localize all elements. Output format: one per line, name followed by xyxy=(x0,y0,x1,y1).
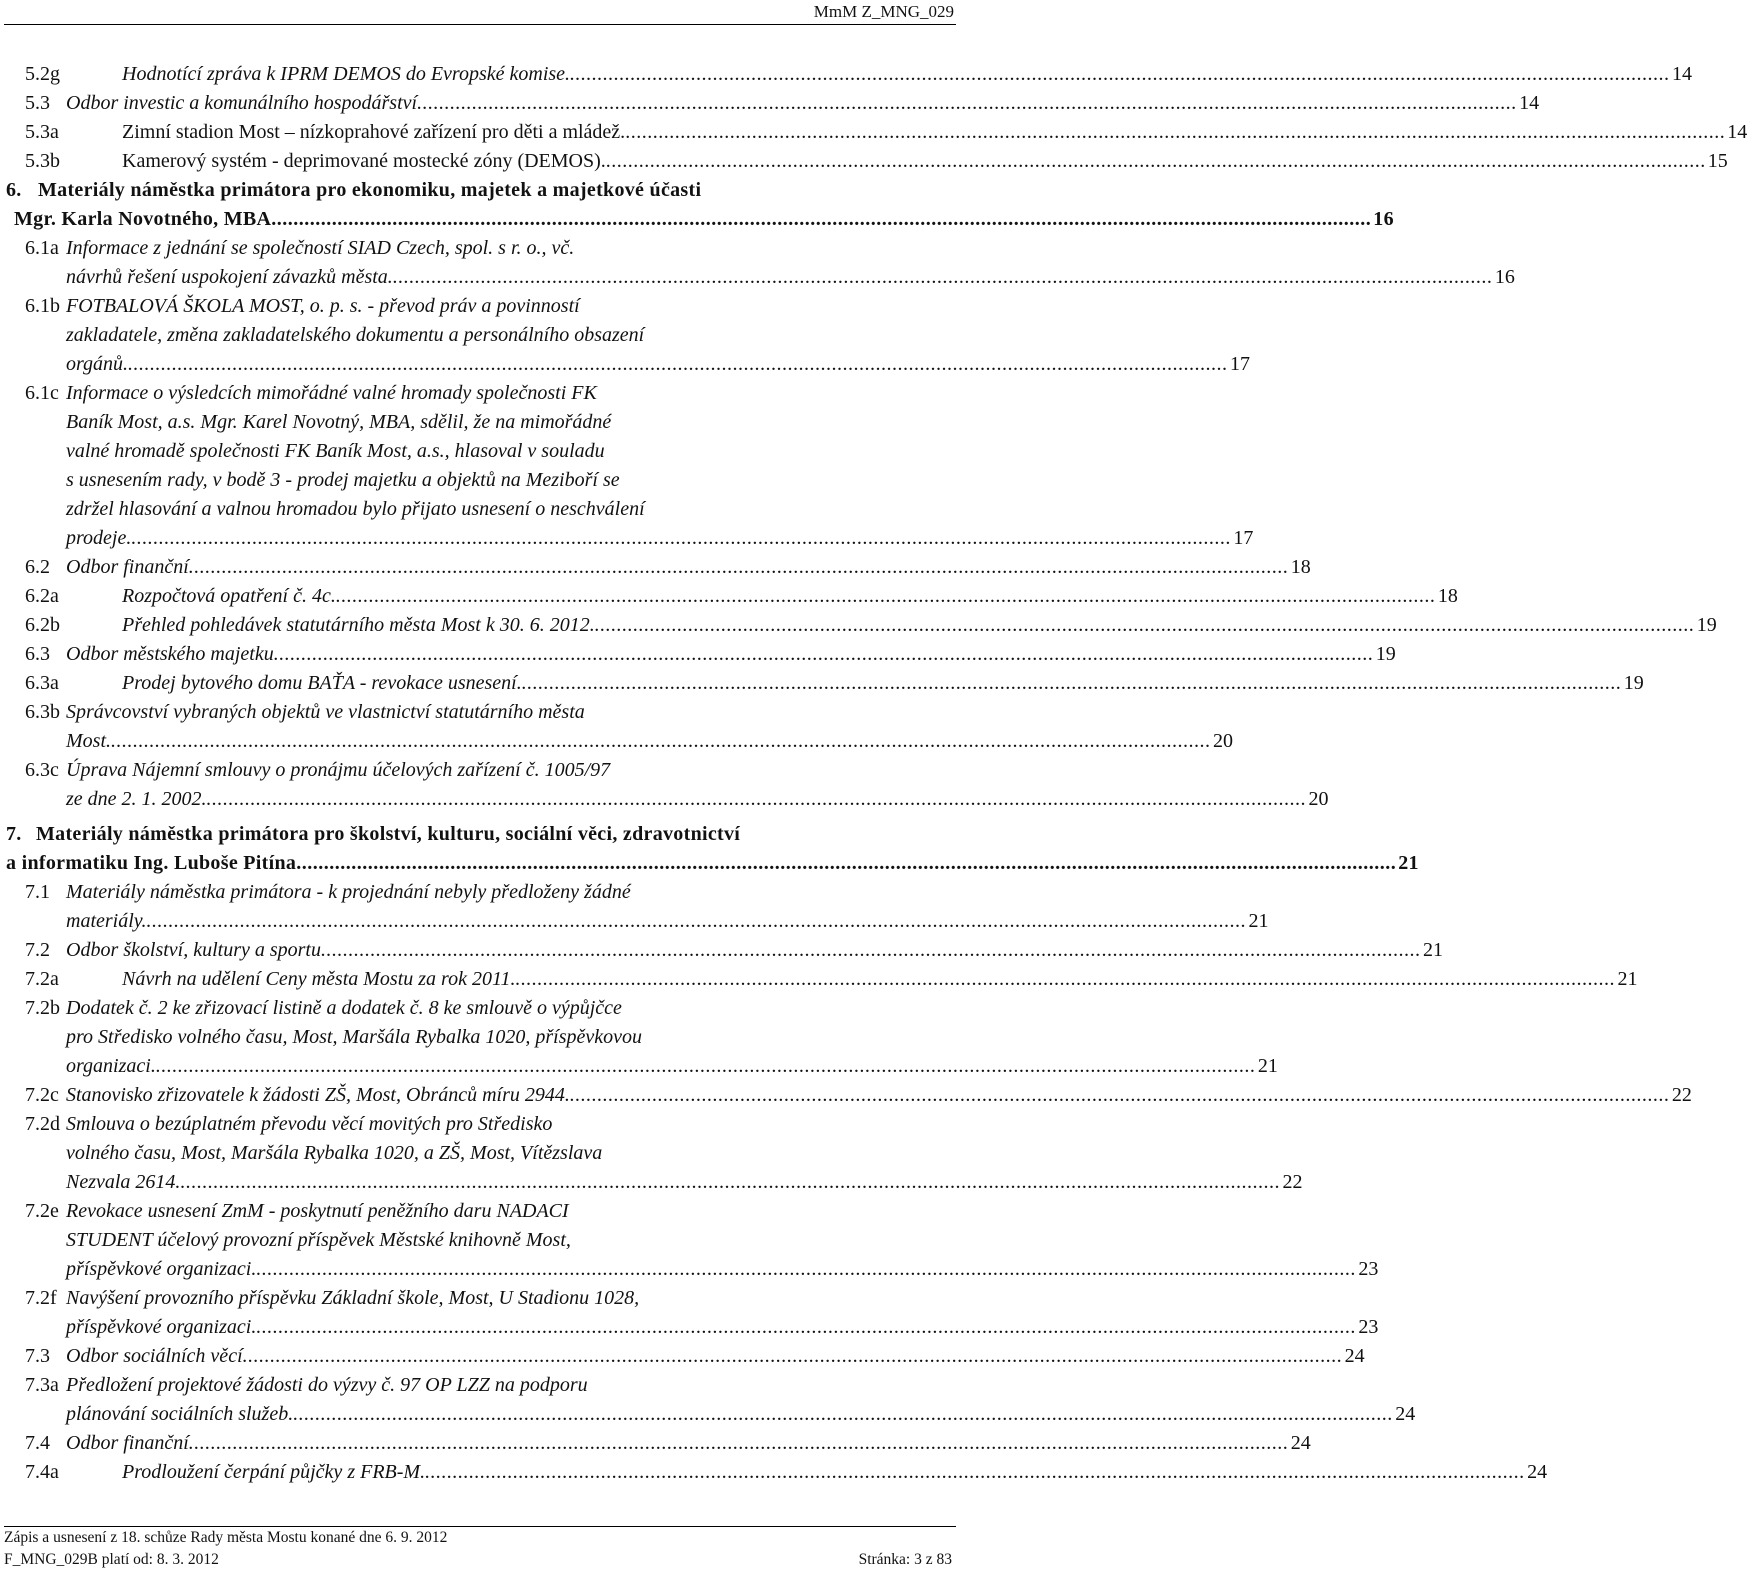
toc-leader-dots: ........................................................................................................................................................................................................ xyxy=(111,730,1211,752)
toc-number: 5.3a xyxy=(25,121,59,143)
toc-leader-dots: ........................................................................................................................................................................................................ xyxy=(293,1403,1394,1425)
toc-entry-text: STUDENT účelový provozní příspěvek Městské knihovně Most, xyxy=(66,1229,571,1251)
toc-leader-dots: ........................................................................................................................................................................................................ xyxy=(206,788,1307,810)
toc-entry-text: příspěvkové organizaci. xyxy=(66,1316,257,1338)
toc-entry[interactable] xyxy=(0,1458,1548,1487)
toc-leader-dots: ........................................................................................................................................................................................................ xyxy=(271,208,1372,230)
toc-leader-dots: ........................................................................................................................................................................................................ xyxy=(128,353,1229,375)
toc-page-number: 23 xyxy=(1358,1258,1379,1280)
toc-entry-text: Dodatek č. 2 ke zřizovací listině a dodatek č. 8 ke smlouvě o výpůjčce xyxy=(66,997,622,1019)
toc-leader-dots: ........................................................................................................................................................................................................ xyxy=(321,939,1421,961)
toc-leader-dots: ........................................................................................................................................................................................................ xyxy=(180,1171,1281,1193)
toc-leader-dots: ........................................................................................................................................................................................................ xyxy=(569,1084,1670,1106)
toc-entry-text: s usnesením rady, v bodě 3 - prodej majetku a objektů na Meziboří se xyxy=(66,469,620,491)
toc-page-number: 18 xyxy=(1437,585,1458,607)
toc-entry[interactable] xyxy=(0,1110,1303,1197)
toc-page-number: 16 xyxy=(1494,266,1515,288)
toc-number: 5.3b xyxy=(25,150,60,172)
toc-number: 7.2e xyxy=(25,1200,59,1222)
toc-page-number: 21 xyxy=(1257,1055,1278,1077)
toc-leader-dots: ........................................................................................................................................................................................................ xyxy=(242,1345,1343,1367)
toc-page-number: 24 xyxy=(1395,1403,1416,1425)
toc-entry-text: Zimní stadion Most – nízkoprahové zařízení pro děti a mládež. xyxy=(122,121,626,143)
toc-leader-dots: ........................................................................................................................................................................................................ xyxy=(594,614,1695,636)
toc-entry-text: Prodloužení čerpání půjčky z FRB-M. xyxy=(122,1461,426,1483)
toc-entry[interactable] xyxy=(0,756,1329,814)
toc-entry-text: zakladatele, změna zakladatelského dokumentu a personálního obsazení xyxy=(66,324,645,346)
toc-number: 6. xyxy=(6,179,22,201)
toc-page-number: 20 xyxy=(1213,730,1233,752)
toc-page-number: 19 xyxy=(1623,672,1644,694)
footer-meeting-title: Zápis a usnesení z 18. schůze Rady města Mostu konané dne 6. 9. 2012 xyxy=(4,1529,448,1546)
toc-entry-text: Nezvala 2614. xyxy=(66,1171,181,1193)
toc-number: 6.2 xyxy=(25,556,50,578)
toc-page-number: 14 xyxy=(1727,121,1747,143)
toc-leader-dots: ........................................................................................................................................................................................................ xyxy=(146,910,1247,932)
toc-leader-dots: ........................................................................................................................................................................................................ xyxy=(417,92,1518,114)
toc-entry-text: Odbor městského majetku xyxy=(66,643,274,665)
toc-page-number: 16 xyxy=(1373,208,1394,230)
toc-entry-text: Úprava Nájemní smlouvy o pronájmu účelových zařízení č. 1005/97 xyxy=(66,759,611,781)
toc-entry-text: Stanovisko zřizovatele k žádosti ZŠ, Most, Obránců míru 2944. xyxy=(66,1084,570,1106)
toc-number: 6.2a xyxy=(25,585,59,607)
toc-entry[interactable] xyxy=(0,582,1458,611)
toc-entry-text: Mgr. Karla Novotného, MBA xyxy=(14,208,272,230)
toc-entry[interactable] xyxy=(0,176,1394,234)
toc-leader-dots: ........................................................................................................................................................................................................ xyxy=(605,150,1706,172)
toc-entry[interactable] xyxy=(0,965,1638,994)
toc-entry[interactable] xyxy=(0,1371,1416,1429)
toc-entry[interactable] xyxy=(0,1081,1692,1110)
toc-entry[interactable] xyxy=(0,698,1233,756)
toc-entry-text: Informace z jednání se společností SIAD Czech, spol. s r. o., vč. xyxy=(66,237,575,259)
toc-entry[interactable] xyxy=(0,147,1728,176)
toc-leader-dots: ........................................................................................................................................................................................................ xyxy=(515,968,1616,990)
toc-entry[interactable] xyxy=(0,820,1419,878)
toc-leader-dots: ........................................................................................................................................................................................................ xyxy=(521,672,1622,694)
toc-entry-text: Materiály náměstka primátora - k projednání nebyly předloženy žádné xyxy=(66,881,631,903)
table-of-contents xyxy=(0,60,1747,1487)
toc-entry[interactable] xyxy=(0,89,1540,118)
toc-page-number: 22 xyxy=(1282,1171,1303,1193)
toc-entry-text: Odbor sociálních věcí xyxy=(66,1345,243,1367)
footer-document-ref: F_MNG_029B platí od: 8. 3. 2012 xyxy=(4,1551,219,1568)
toc-number: 7.2d xyxy=(25,1113,60,1135)
toc-entry[interactable] xyxy=(0,1429,1311,1458)
toc-number: 6.1c xyxy=(25,382,59,404)
toc-page-number: 14 xyxy=(1519,92,1540,114)
toc-entry-text: Návrh na udělení Ceny města Mostu za rok 2011. xyxy=(122,968,516,990)
toc-entry[interactable] xyxy=(0,640,1396,669)
toc-entry-text: Odbor investic a komunálního hospodářství xyxy=(66,92,418,114)
toc-number: 7.4a xyxy=(25,1461,59,1483)
header-rule xyxy=(4,24,956,25)
toc-entry-text: materiály. xyxy=(66,910,147,932)
toc-entry[interactable] xyxy=(0,1284,1379,1342)
toc-leader-dots: ........................................................................................................................................................................................................ xyxy=(273,643,1374,665)
toc-number: 6.1a xyxy=(25,237,59,259)
toc-page-number: 21 xyxy=(1248,910,1269,932)
toc-entry-text: Baník Most, a.s. Mgr. Karel Novotný, MBA, sdělil, že na mimořádné xyxy=(66,411,612,433)
toc-entry-text: Informace o výsledcích mimořádné valné hromady společnosti FK xyxy=(66,382,597,404)
toc-entry-text: volného času, Most, Maršála Rybalka 1020, a ZŠ, Most, Vítězslava xyxy=(66,1142,603,1164)
toc-entry-text: Navýšení provozního příspěvku Základní škole, Most, U Stadionu 1028, xyxy=(66,1287,640,1309)
toc-leader-dots: ........................................................................................................................................................................................................ xyxy=(155,1055,1256,1077)
toc-entry-text: FOTBALOVÁ ŠKOLA MOST, o. p. s. - převod práv a povinností xyxy=(66,295,580,317)
toc-leader-dots: ........................................................................................................................................................................................................ xyxy=(335,585,1436,607)
toc-number: 7.2b xyxy=(25,997,60,1019)
toc-page-number: 21 xyxy=(1423,939,1443,961)
toc-entry[interactable] xyxy=(0,118,1747,147)
toc-entry-text: Přehled pohledávek statutárního města Most k 30. 6. 2012. xyxy=(122,614,595,636)
toc-entry[interactable] xyxy=(0,60,1693,89)
toc-entry-text: Rozpočtová opatření č. 4c. xyxy=(122,585,336,607)
toc-number: 7.2c xyxy=(25,1084,59,1106)
toc-leader-dots: ........................................................................................................................................................................................................ xyxy=(131,527,1232,549)
toc-number: 6.3c xyxy=(25,759,59,781)
toc-page-number: 18 xyxy=(1290,556,1311,578)
toc-page-number: 21 xyxy=(1617,968,1638,990)
toc-entry-text: Odbor finanční xyxy=(66,556,189,578)
toc-number: 6.2b xyxy=(25,614,60,636)
toc-leader-dots: ........................................................................................................................................................................................................ xyxy=(188,556,1289,578)
toc-page-number: 14 xyxy=(1672,63,1693,85)
toc-entry[interactable] xyxy=(0,292,1251,379)
toc-number: 7.2a xyxy=(25,968,59,990)
toc-page-number: 19 xyxy=(1375,643,1396,665)
toc-entry[interactable] xyxy=(0,669,1644,698)
footer-meta xyxy=(4,1551,952,1569)
toc-entry-text: Odbor finanční xyxy=(66,1432,189,1454)
toc-entry-text: plánování sociálních služeb. xyxy=(66,1403,294,1425)
toc-entry[interactable] xyxy=(0,234,1515,292)
toc-number: 7.2f xyxy=(25,1287,57,1309)
toc-leader-dots: ........................................................................................................................................................................................................ xyxy=(296,852,1397,874)
toc-entry-text: Revokace usnesení ZmM - poskytnutí peněžního daru NADACI xyxy=(66,1200,569,1222)
toc-number: 6.3 xyxy=(25,643,50,665)
toc-entry[interactable] xyxy=(0,1197,1379,1284)
toc-entry-text: orgánů. xyxy=(66,353,129,375)
footer-page-number: Stránka: 3 z 83 xyxy=(858,1551,952,1568)
toc-page-number: 17 xyxy=(1233,527,1254,549)
toc-page-number: 24 xyxy=(1290,1432,1311,1454)
toc-entry-text: Předložení projektové žádosti do výzvy č. 97 OP LZZ na podporu xyxy=(66,1374,588,1396)
toc-entry[interactable] xyxy=(0,611,1717,640)
toc-number: 5.2g xyxy=(25,63,60,85)
footer-rule xyxy=(4,1526,956,1527)
toc-entry[interactable] xyxy=(0,994,1278,1081)
toc-entry-text: ze dne 2. 1. 2002. xyxy=(66,788,207,810)
toc-number: 7.3 xyxy=(25,1345,50,1367)
toc-leader-dots: ........................................................................................................................................................................................................ xyxy=(392,266,1493,288)
toc-entry[interactable] xyxy=(0,1342,1365,1371)
toc-entry-text: příspěvkové organizaci. xyxy=(66,1258,257,1280)
toc-entry-text: Správcovství vybraných objektů ve vlastnictví statutárního města xyxy=(66,701,585,723)
document-code: MmM Z_MNG_029 xyxy=(813,2,954,21)
toc-entry-text: návrhů řešení uspokojení závazků města. xyxy=(66,266,393,288)
toc-entry-text: Hodnotící zpráva k IPRM DEMOS do Evropské komise. xyxy=(122,63,571,85)
toc-leader-dots: ........................................................................................................................................................................................................ xyxy=(425,1461,1526,1483)
toc-page-number: 23 xyxy=(1358,1316,1379,1338)
toc-number: 7.4 xyxy=(25,1432,50,1454)
toc-number: 7.2 xyxy=(25,939,50,961)
toc-page-number: 17 xyxy=(1230,353,1251,375)
toc-entry-text: prodeje. xyxy=(66,527,132,549)
toc-page-number: 24 xyxy=(1527,1461,1548,1483)
toc-entry-text: Materiály náměstka primátora pro školství, kulturu, sociální věci, zdravotnictví xyxy=(36,823,741,845)
toc-number: 6.1b xyxy=(25,295,60,317)
toc-leader-dots: ........................................................................................................................................................................................................ xyxy=(188,1432,1289,1454)
toc-entry-text: Kamerový systém - deprimované mostecké zóny (DEMOS). xyxy=(122,150,606,172)
toc-number: 7.3a xyxy=(25,1374,59,1396)
toc-leader-dots: ........................................................................................................................................................................................................ xyxy=(256,1258,1357,1280)
toc-entry-text: Materiály náměstka primátora pro ekonomiku, majetek a majetkové účasti xyxy=(38,179,702,201)
toc-number: 7. xyxy=(6,823,22,845)
toc-entry-text: zdržel hlasování a valnou hromadou bylo přijato usnesení o neschválení xyxy=(66,498,645,520)
toc-number: 5.3 xyxy=(25,92,50,114)
toc-entry-text: valné hromadě společnosti FK Baník Most, a.s., hlasoval v souladu xyxy=(66,440,605,462)
toc-page-number: 21 xyxy=(1398,852,1419,874)
toc-entry[interactable] xyxy=(0,878,1269,936)
toc-leader-dots: ........................................................................................................................................................................................................ xyxy=(625,121,1726,143)
toc-entry[interactable] xyxy=(0,379,1254,553)
toc-entry-text: Prodej bytového domu BAŤA - revokace usnesení. xyxy=(122,672,522,694)
toc-entry-text: organizaci. xyxy=(66,1055,156,1077)
toc-entry-text: pro Středisko volného času, Most, Maršála Rybalka 1020, příspěvkovou xyxy=(66,1026,643,1048)
toc-page-number: 20 xyxy=(1308,788,1329,810)
toc-page-number: 22 xyxy=(1671,1084,1692,1106)
toc-leader-dots: ........................................................................................................................................................................................................ xyxy=(256,1316,1357,1338)
toc-entry[interactable] xyxy=(0,553,1311,582)
toc-leader-dots: ........................................................................................................................................................................................................ xyxy=(570,63,1671,85)
toc-entry[interactable] xyxy=(0,936,1443,965)
toc-entry-text: Most. xyxy=(66,730,111,752)
toc-page-number: 19 xyxy=(1696,614,1717,636)
toc-entry-text: Odbor školství, kultury a sportu xyxy=(66,939,321,961)
toc-number: 6.3b xyxy=(25,701,60,723)
toc-entry-text: Smlouva o bezúplatném převodu věcí movitých pro Středisko xyxy=(66,1113,553,1135)
toc-number: 6.3a xyxy=(25,672,59,694)
toc-page-number: 24 xyxy=(1344,1345,1365,1367)
toc-number: 7.1 xyxy=(25,881,50,903)
toc-entry-text: a informatiku Ing. Luboše Pitína xyxy=(6,852,297,874)
toc-page-number: 15 xyxy=(1707,150,1728,172)
